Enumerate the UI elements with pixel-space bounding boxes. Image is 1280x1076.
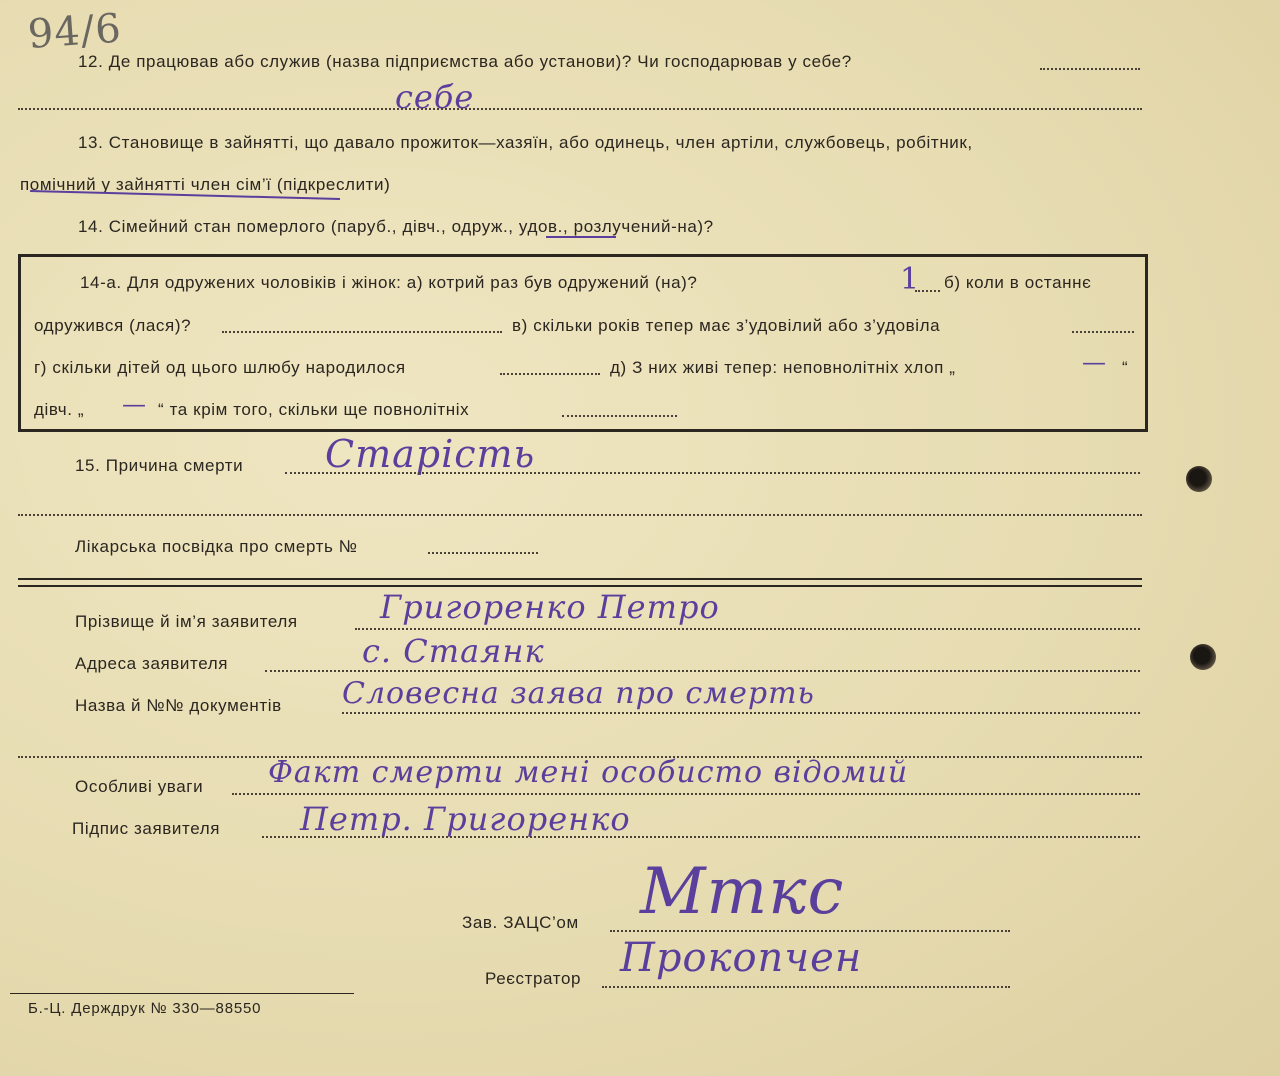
stamp-number: 94/6 (26, 5, 124, 58)
footer-printer: Б.-Ц. Держдрук № 330—88550 (28, 1000, 262, 1017)
binder-hole-top (1186, 466, 1212, 492)
applicant-address-label: Адреса заявителя (75, 654, 229, 673)
q14a-minors-girls: — (122, 390, 147, 418)
q14a-dots-2 (222, 331, 502, 333)
q12-dots (1040, 68, 1140, 70)
q14-label: 14. Сімейний стан померлого (паруб., дівч., одруж., удов., розлучений-на)? (78, 217, 714, 236)
q12-answer-line (18, 108, 1142, 110)
q14a-dots-3 (1072, 331, 1134, 333)
registrar-signature: Прокопчен (620, 935, 863, 981)
q14a-line3: г) скільки дітей од цього шлюбу народилося (34, 358, 406, 377)
applicant-signature-dots (262, 836, 1140, 838)
medical-label: Лікарська посвідка про смерть № (75, 537, 358, 556)
q12-answer: себе (395, 78, 475, 116)
q14a-line3-d: д) З них живі тепер: неповнолітніх хлоп „ (610, 358, 956, 377)
registrar-label: Реєстратор (485, 969, 582, 988)
q14a-line2-b: в) скільки років тепер має з’удовілий або з’удовіла (512, 316, 941, 335)
q14a-line2: одружився (лася)? (34, 316, 192, 335)
q15-dots-1 (285, 472, 1140, 474)
applicant-notes-dots (232, 793, 1140, 795)
q15-answer: Старість (325, 432, 536, 476)
q14-underline (546, 236, 616, 238)
head-signature: Мткс (640, 855, 845, 929)
q14a-line1: 14-а. Для одружених чоловіків і жінок: а) котрий раз був одружений (на)? (80, 273, 698, 292)
registrar-dots (602, 986, 1010, 988)
medical-dots (428, 552, 538, 554)
binder-hole-bottom (1190, 644, 1216, 670)
separator-top (18, 578, 1142, 580)
q15-dots-2 (18, 514, 1142, 516)
applicant-address-dots (265, 670, 1140, 672)
applicant-docs-label: Назва й №№ документів (75, 696, 282, 715)
q14a-line3-end: “ (1122, 358, 1129, 377)
applicant-name-dots (355, 628, 1140, 630)
applicant-signature-label: Підпис заявителя (72, 819, 221, 838)
separator-bottom (18, 585, 1142, 587)
q14a-dots-5 (562, 415, 677, 417)
head-dots (610, 930, 1010, 932)
q14a-line1-b: б) коли в останнє (944, 273, 1092, 292)
applicant-address-value: с. Стаянк (362, 632, 545, 670)
q14a-line4-rest: “ та крім того, скільки ще повнолітніх (158, 400, 470, 419)
q15-label: 15. Причина смерти (75, 456, 244, 475)
q14a-minors-boys: — (1082, 348, 1107, 376)
footer-rule (10, 993, 354, 994)
q14a-dots-1 (915, 290, 940, 292)
applicant-docs-dots-1 (342, 712, 1140, 714)
applicant-name-value: Григоренко Петро (380, 588, 720, 626)
q13-label-line2: помічний у зайнятті член сім’ї (підкреслити) (20, 175, 391, 194)
head-label: Зав. ЗАЦС’ом (462, 913, 579, 932)
applicant-name-label: Прізвище й ім’я заявителя (75, 612, 298, 631)
q14a-dots-4 (500, 373, 600, 375)
q14a-line4-start: дівч. „ (34, 400, 85, 419)
q12-label: 12. Де працював або служив (назва підприємства або установи)? Чи господарював у себе? (78, 52, 852, 71)
q13-label-line1: 13. Становище в зайнятті, що давало прожиток—хазяїн, або одинець, член артіли, службовець, робітник, (78, 133, 973, 152)
applicant-docs-value: Словесна заява про смерть (342, 676, 815, 711)
applicant-notes-value: Факт смерти мені особисто відомий (268, 755, 909, 790)
applicant-signature-value: Петр. Григоренко (300, 800, 631, 838)
applicant-notes-label: Особливі уваги (75, 777, 204, 796)
q14a-answer-times: 1 (900, 262, 921, 297)
